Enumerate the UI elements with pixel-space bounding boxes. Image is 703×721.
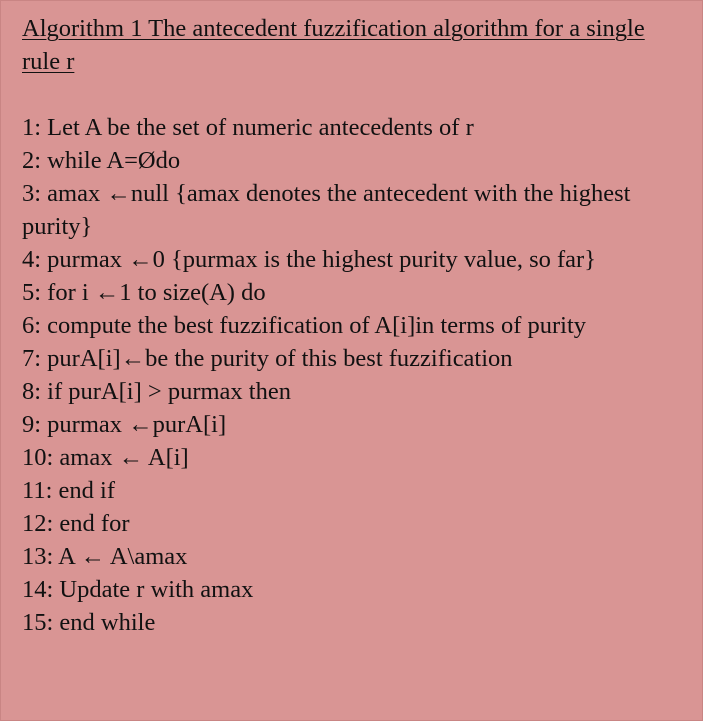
algorithm-line-12: 12: end for xyxy=(22,510,130,537)
algorithm-line-3: 3: amax ←null {amax denotes the antecedent with the highest purity} xyxy=(22,180,631,240)
algorithm-title: Algorithm 1 The antecedent fuzzification algorithm for a single rule r xyxy=(22,15,645,75)
algorithm-line-10: 10: amax ← A[i] xyxy=(22,444,189,471)
algorithm-line-8: 8: if purA[i] > purmax then xyxy=(22,378,291,405)
algorithm-line-4: 4: purmax ←0 {purmax is the highest purity value, so far} xyxy=(22,246,596,273)
algorithm-line-11: 11: end if xyxy=(22,477,115,504)
algorithm-line-5: 5: for i ←1 to size(A) do xyxy=(22,279,266,306)
algorithm-line-1: 1: Let A be the set of numeric antecedents of r xyxy=(22,114,474,141)
algorithm-line-9: 9: purmax ←purA[i] xyxy=(22,411,227,438)
algorithm-line-2: 2: while A=Ødo xyxy=(22,147,181,174)
algorithm-line-6: 6: compute the best fuzzification of A[i]in terms of purity xyxy=(22,312,587,339)
algorithm-line-15: 15: end while xyxy=(22,609,156,636)
algorithm-line-7: 7: purA[i]←be the purity of this best fuzzification xyxy=(22,345,513,372)
spacer xyxy=(22,78,684,111)
algorithm-line-13: 13: A ← A\amax xyxy=(22,543,188,570)
algorithm-line-14: 14: Update r with amax xyxy=(22,576,254,603)
